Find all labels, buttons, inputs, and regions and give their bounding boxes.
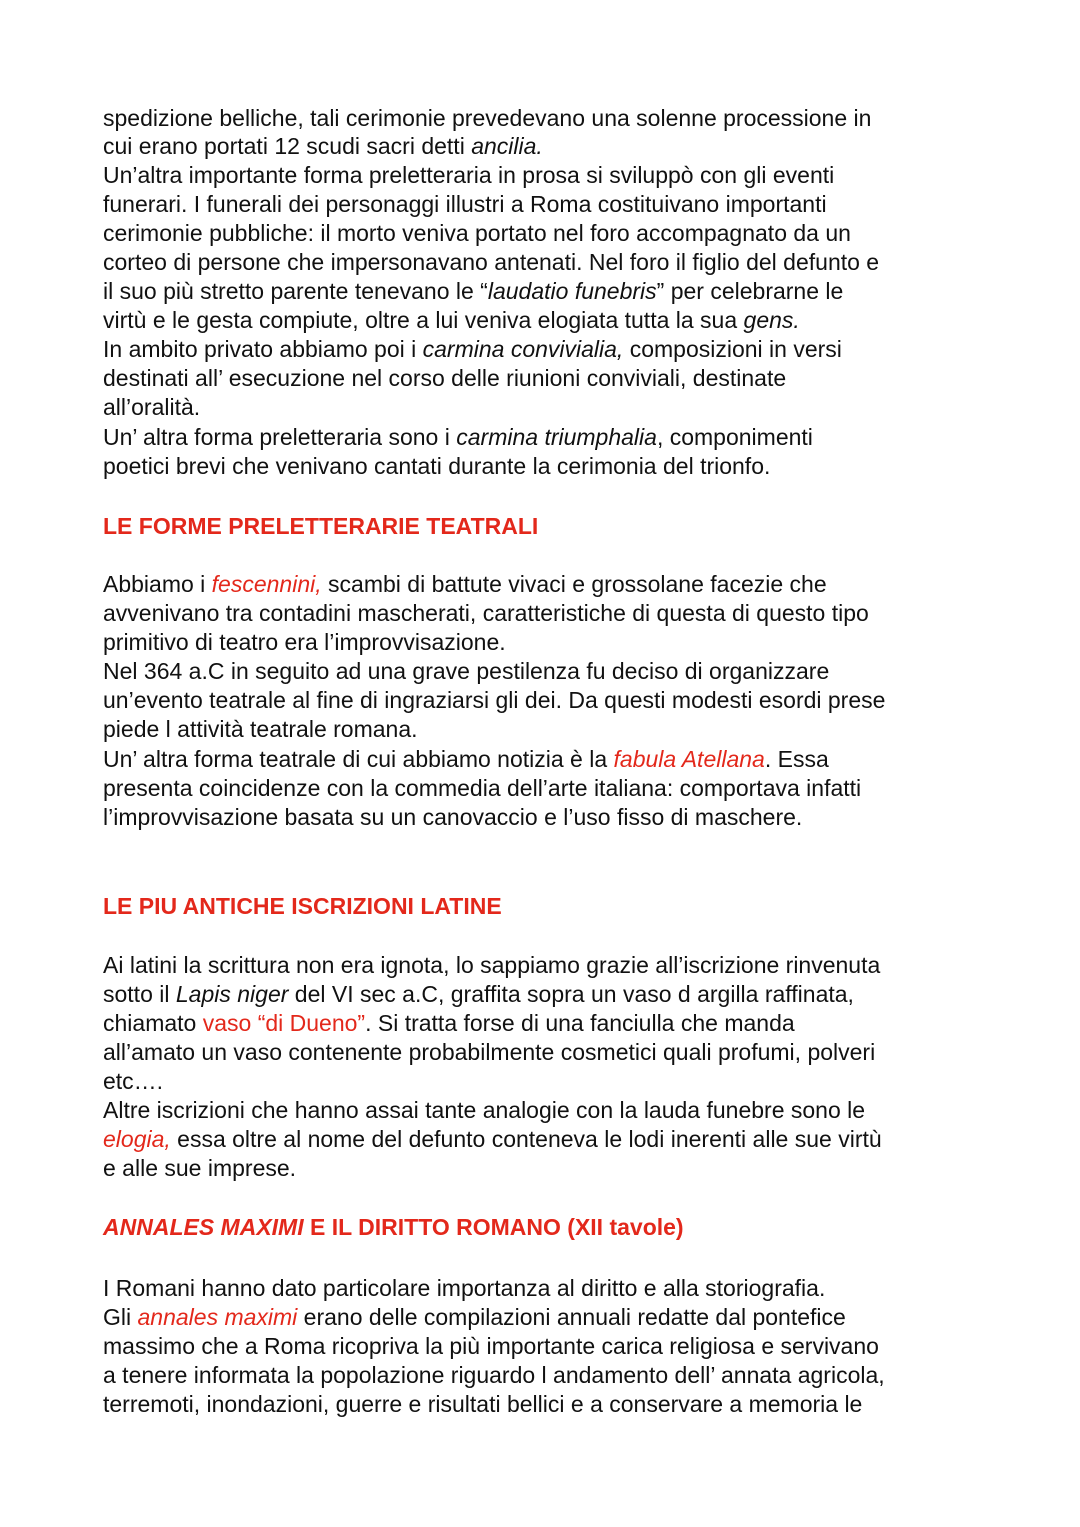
paragraph-line: [103, 774, 861, 802]
paragraph-line: [103, 980, 854, 1008]
text-run: I Romani hanno dato particolare importanza al diritto e alla storiografia.: [103, 1275, 826, 1301]
italic-term: carmina triumphalia: [456, 424, 657, 450]
paragraph-line: [103, 1038, 875, 1066]
paragraph-line: [103, 452, 770, 480]
highlighted-term: fescennini,: [211, 571, 322, 597]
paragraph-line: [103, 190, 827, 218]
text-run: Abbiamo i: [103, 571, 212, 597]
italic-term: laudatio funebris: [487, 278, 657, 304]
section-heading: [103, 1213, 684, 1241]
text-run: un’evento teatrale al fine di ingraziarsi gli dei. Da questi modesti esordi prese: [103, 687, 886, 713]
paragraph-line: [103, 248, 879, 276]
paragraph-line: [103, 1009, 795, 1037]
paragraph-line: [103, 1154, 296, 1182]
text-run: all’amato un vaso contenente probabilmente cosmetici quali profumi, polveri: [103, 1039, 876, 1065]
paragraph-line: [103, 364, 786, 392]
paragraph-line: [103, 628, 506, 656]
paragraph-line: [103, 1332, 879, 1360]
text-run: Nel 364 a.C in seguito ad una grave pestilenza fu deciso di organizzare: [103, 658, 830, 684]
text-run: LE PIU ANTICHE ISCRIZIONI LATINE: [103, 893, 502, 919]
text-run: poetici brevi che venivano cantati durante la cerimonia del trionfo.: [103, 453, 771, 479]
text-run: avvenivano tra contadini mascherati, caratteristiche di questa di questo tipo: [103, 600, 869, 626]
text-run: sotto il: [103, 981, 176, 1007]
text-run: cui erano portati 12 scudi sacri detti: [103, 133, 472, 159]
paragraph-line: [103, 1274, 825, 1302]
highlighted-term: vaso “di Dueno”: [202, 1010, 366, 1036]
text-run: presenta coincidenze con la commedia dell’arte italiana: comportava infatti: [103, 775, 862, 801]
paragraph-line: [103, 1096, 865, 1124]
text-run: E IL DIRITTO ROMANO (XII tavole): [303, 1214, 684, 1240]
text-run: erano delle compilazioni annuali redatte dal pontefice: [297, 1304, 846, 1330]
text-run: . Si tratta forse di una fanciulla che manda: [365, 1010, 795, 1036]
paragraph-line: [103, 1125, 882, 1153]
paragraph-line: [103, 1303, 846, 1331]
text-run: spedizione belliche, tali cerimonie prevedevano una solenne processione in: [103, 105, 872, 131]
paragraph-line: [103, 104, 871, 132]
highlighted-term: annales maximi: [137, 1304, 298, 1330]
paragraph-line: [103, 423, 813, 451]
paragraph-line: [103, 393, 200, 421]
text-run: , componimenti: [656, 424, 813, 450]
text-run: essa oltre al nome del defunto conteneva le lodi inerenti alle sue virtù: [170, 1126, 882, 1152]
paragraph-line: [103, 306, 800, 334]
text-run: Gli: [103, 1304, 138, 1330]
text-run: funerari. I funerali dei personaggi illustri a Roma costituivano importanti: [103, 191, 827, 217]
text-run: il suo più stretto parente tenevano le “: [103, 278, 488, 304]
text-run: Ai latini la scrittura non era ignota, lo sappiamo grazie all’iscrizione rinvenuta: [103, 952, 881, 978]
text-run: cerimonie pubbliche: il morto veniva portato nel foro accompagnato da un: [103, 220, 851, 246]
text-run: primitivo di teatro era l’improvvisazione.: [103, 629, 506, 655]
section-heading: [103, 512, 538, 540]
text-run: a tenere informata la popolazione riguardo l andamento dell’ annata agricola,: [103, 1362, 885, 1388]
text-run: scambi di battute vivaci e grossolane facezie che: [321, 571, 827, 597]
text-run: chiamato: [103, 1010, 203, 1036]
paragraph-line: [103, 599, 869, 627]
italic-term: ancilia.: [471, 133, 543, 159]
text-run: virtù e le gesta compiute, oltre a lui veniva elogiata tutta la sua: [103, 307, 744, 333]
text-run: all’oralità.: [103, 394, 201, 420]
paragraph-line: [103, 1390, 862, 1418]
italic-term: ANNALES MAXIMI: [103, 1214, 304, 1240]
paragraph-line: [103, 219, 851, 247]
paragraph-line: [103, 1067, 163, 1095]
highlighted-term: elogia,: [103, 1126, 171, 1152]
paragraph-line: [103, 161, 834, 189]
paragraph-line: [103, 715, 418, 743]
text-run: Un’ altra forma teatrale di cui abbiamo notizia è la: [103, 746, 614, 772]
text-run: Un’altra importante forma preletteraria in prosa si sviluppò con gli eventi: [103, 162, 835, 188]
paragraph-line: [103, 570, 827, 598]
text-run: e alle sue imprese.: [103, 1155, 297, 1181]
text-run: l’improvvisazione basata su un canovaccio e l’uso fisso di maschere.: [103, 804, 803, 830]
text-run: corteo di persone che impersonavano antenati. Nel foro il figlio del defunto e: [103, 249, 880, 275]
text-run: Altre iscrizioni che hanno assai tante analogie con la lauda funebre sono le: [103, 1097, 866, 1123]
text-run: del VI sec a.C, graffita sopra un vaso d argilla raffinata,: [288, 981, 854, 1007]
paragraph-line: [103, 686, 885, 714]
text-run: etc….: [103, 1068, 164, 1094]
italic-term: Lapis niger: [175, 981, 289, 1007]
paragraph-line: [103, 277, 843, 305]
text-run: terremoti, inondazioni, guerre e risultati bellici e a conservare a memoria le: [103, 1391, 863, 1417]
text-run: ” per celebrarne le: [656, 278, 844, 304]
text-run: piede l attività teatrale romana.: [103, 716, 418, 742]
paragraph-line: [103, 132, 543, 160]
italic-term: carmina convivialia,: [422, 336, 624, 362]
text-run: Un’ altra forma preletteraria sono i: [103, 424, 457, 450]
text-run: massimo che a Roma ricopriva la più importante carica religiosa e servivano: [103, 1333, 879, 1359]
italic-term: gens.: [743, 307, 800, 333]
paragraph-line: [103, 657, 829, 685]
paragraph-line: [103, 745, 829, 773]
text-run: destinati all’ esecuzione nel corso delle riunioni conviviali, destinate: [103, 365, 787, 391]
paragraph-line: [103, 951, 880, 979]
highlighted-term: fabula Atellana: [613, 746, 765, 772]
paragraph-line: [103, 335, 842, 363]
text-run: LE FORME PRELETTERARIE TEATRALI: [103, 513, 539, 539]
paragraph-line: [103, 803, 802, 831]
section-heading: [103, 892, 502, 920]
text-run: composizioni in versi: [623, 336, 842, 362]
paragraph-line: [103, 1361, 885, 1389]
text-run: In ambito privato abbiamo poi i: [103, 336, 423, 362]
text-run: . Essa: [764, 746, 829, 772]
